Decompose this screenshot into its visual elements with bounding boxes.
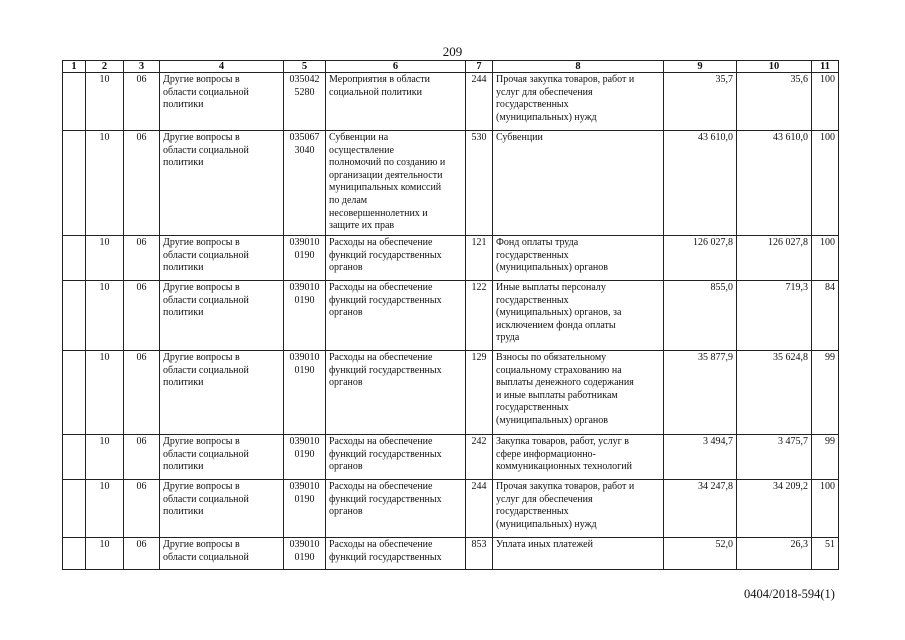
expense-type-name-cell: Закупка товаров, работ, услуг в сфере информационно- коммуникационных технологий [493,435,664,480]
percent-cell: 99 [812,351,839,435]
col-header-3: 3 [124,61,160,73]
article-name-cell: Расходы на обеспечение функций государственных органов [326,236,466,281]
row-col1-cell [63,73,86,131]
section-code-cell: 10 [86,131,124,236]
col-header-10: 10 [737,61,812,73]
document-id: 0404/2018-594(1) [744,587,835,601]
expense-type-code-cell: 853 [466,538,493,570]
target-article-cell: 039010 0190 [284,480,326,538]
section-code-cell: 10 [86,351,124,435]
actual-amount-cell: 126 027,8 [737,236,812,281]
target-article-cell: 035042 5280 [284,73,326,131]
section-code-cell: 10 [86,73,124,131]
article-name-cell: Расходы на обеспечение функций государственных [326,538,466,570]
subsection-name-cell: Другие вопросы в области социальной политики [160,351,284,435]
subsection-code-cell: 06 [124,480,160,538]
target-article-cell: 039010 0190 [284,281,326,351]
article-name-cell: Субвенции на осуществление полномочий по созданию и организации деятельности муниципальных комиссий по делам несовершеннолетних и защите их прав [326,131,466,236]
percent-cell: 100 [812,480,839,538]
subsection-name-cell: Другие вопросы в области социальной [160,538,284,570]
expense-type-name-cell: Фонд оплаты труда государственных (муниципальных) органов [493,236,664,281]
subsection-code-cell: 06 [124,236,160,281]
percent-cell: 84 [812,281,839,351]
col-header-8: 8 [493,61,664,73]
subsection-name-cell: Другие вопросы в области социальной политики [160,131,284,236]
table-header-row [63,61,839,73]
row-col1-cell [63,281,86,351]
actual-amount-cell: 43 610,0 [737,131,812,236]
actual-amount-cell: 35 624,8 [737,351,812,435]
subsection-name-cell: Другие вопросы в области социальной политики [160,236,284,281]
expense-type-code-cell: 129 [466,351,493,435]
expense-type-code-cell: 244 [466,73,493,131]
row-col1-cell [63,131,86,236]
article-name-cell: Расходы на обеспечение функций государственных органов [326,281,466,351]
article-name-cell: Расходы на обеспечение функций государственных органов [326,435,466,480]
planned-amount-cell: 34 247,8 [664,480,737,538]
article-name-cell: Мероприятия в области социальной политики [326,73,466,131]
col-header-9: 9 [664,61,737,73]
planned-amount-cell: 126 027,8 [664,236,737,281]
row-col1-cell [63,351,86,435]
expense-type-name-cell: Прочая закупка товаров, работ и услуг для обеспечения государственных (муниципальных) нужд [493,480,664,538]
section-code-cell: 10 [86,480,124,538]
row-col1-cell [63,480,86,538]
section-code-cell: 10 [86,236,124,281]
expense-type-code-cell: 244 [466,480,493,538]
target-article-cell: 039010 0190 [284,351,326,435]
expense-type-code-cell: 121 [466,236,493,281]
table-row [63,281,839,351]
expense-type-code-cell: 122 [466,281,493,351]
subsection-name-cell: Другие вопросы в области социальной политики [160,281,284,351]
percent-cell: 100 [812,73,839,131]
col-header-6: 6 [326,61,466,73]
planned-amount-cell: 35 877,9 [664,351,737,435]
target-article-cell: 039010 0190 [284,435,326,480]
planned-amount-cell: 43 610,0 [664,131,737,236]
actual-amount-cell: 34 209,2 [737,480,812,538]
subsection-code-cell: 06 [124,131,160,236]
expense-type-name-cell: Взносы по обязательному социальному страхованию на выплаты денежного содержания и иные выплаты работникам государственных (муниципальных) органов [493,351,664,435]
row-col1-cell [63,236,86,281]
percent-cell: 100 [812,131,839,236]
col-header-1: 1 [63,61,86,73]
table-row [63,435,839,480]
actual-amount-cell: 26,3 [737,538,812,570]
planned-amount-cell: 855,0 [664,281,737,351]
expense-type-code-cell: 530 [466,131,493,236]
subsection-code-cell: 06 [124,73,160,131]
table-row [63,131,839,236]
percent-cell: 99 [812,435,839,480]
page-number: 209 [442,44,463,59]
col-header-7: 7 [466,61,493,73]
subsection-code-cell: 06 [124,538,160,570]
table-row [63,236,839,281]
planned-amount-cell: 35,7 [664,73,737,131]
planned-amount-cell: 3 494,7 [664,435,737,480]
expense-type-name-cell: Прочая закупка товаров, работ и услуг для обеспечения государственных (муниципальных) нужд [493,73,664,131]
row-col1-cell [63,538,86,570]
actual-amount-cell: 3 475,7 [737,435,812,480]
col-header-5: 5 [284,61,326,73]
col-header-2: 2 [86,61,124,73]
col-header-11: 11 [812,61,839,73]
article-name-cell: Расходы на обеспечение функций государственных органов [326,480,466,538]
section-code-cell: 10 [86,435,124,480]
expense-type-name-cell: Иные выплаты персоналу государственных (муниципальных) органов, за исключением фонда оплаты труда [493,281,664,351]
table-row [63,480,839,538]
target-article-cell: 039010 0190 [284,538,326,570]
table-row [63,538,839,570]
section-code-cell: 10 [86,538,124,570]
table-row [63,73,839,131]
table-row [63,351,839,435]
percent-cell: 51 [812,538,839,570]
actual-amount-cell: 35,6 [737,73,812,131]
expense-type-name-cell: Субвенции [493,131,664,236]
subsection-name-cell: Другие вопросы в области социальной политики [160,73,284,131]
section-code-cell: 10 [86,281,124,351]
target-article-cell: 035067 3040 [284,131,326,236]
subsection-name-cell: Другие вопросы в области социальной политики [160,480,284,538]
article-name-cell: Расходы на обеспечение функций государственных органов [326,351,466,435]
expense-type-name-cell: Уплата иных платежей [493,538,664,570]
col-header-4: 4 [160,61,284,73]
target-article-cell: 039010 0190 [284,236,326,281]
expense-type-code-cell: 242 [466,435,493,480]
subsection-code-cell: 06 [124,351,160,435]
percent-cell: 100 [812,236,839,281]
row-col1-cell [63,435,86,480]
subsection-code-cell: 06 [124,281,160,351]
subsection-name-cell: Другие вопросы в области социальной политики [160,435,284,480]
subsection-code-cell: 06 [124,435,160,480]
planned-amount-cell: 52,0 [664,538,737,570]
actual-amount-cell: 719,3 [737,281,812,351]
budget-table [62,60,839,570]
